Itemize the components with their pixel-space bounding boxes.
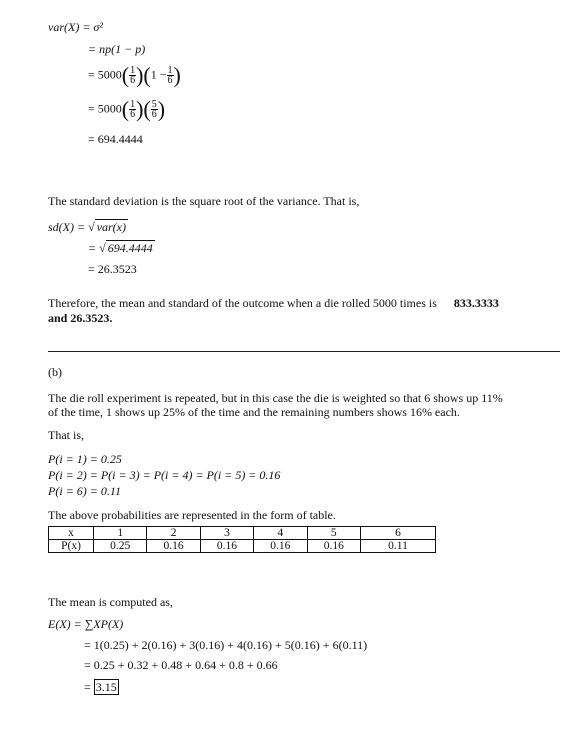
table-cell: 4 bbox=[254, 527, 307, 540]
table-cell: 2 bbox=[147, 527, 200, 540]
section-divider bbox=[48, 351, 560, 352]
fraction-1-6: $\frac{1}{6}$ bbox=[130, 65, 136, 86]
part-b-label: (b) bbox=[48, 365, 62, 379]
mean-intro: The mean is computed as, bbox=[48, 595, 173, 609]
table-cell: 3 bbox=[200, 527, 253, 540]
table-cell: 0.25 bbox=[94, 540, 147, 553]
table-cell: 6 bbox=[361, 527, 436, 540]
probability-1: P(i = 1) = 0.25 bbox=[48, 452, 122, 466]
variance-equation-lhs: var(X) = σ² bbox=[48, 20, 103, 34]
variance-step-1: = np(1 − p) bbox=[88, 42, 146, 56]
part-b-intro-1: The die roll experiment is repeated, but in this case the die is weighted so that 6 shows up 11% bbox=[48, 391, 503, 405]
mean-equation-lhs: E(X) = ∑XP(X) bbox=[48, 617, 124, 631]
mean-result-box: 3.15 bbox=[95, 680, 117, 694]
probability-2: P(i = 2) = P(i = 3) = P(i = 4) = P(i = 5) = 0.16 bbox=[48, 468, 281, 482]
mean-step-3: = 3.15 bbox=[84, 680, 117, 694]
table-cell: 5 bbox=[307, 527, 360, 540]
fraction-5-6: $\frac{5}{6}$ bbox=[151, 99, 157, 120]
sd-radicand-2: 694.4444 bbox=[107, 241, 153, 255]
table-row-x bbox=[49, 527, 436, 540]
fraction-1-6-c: $\frac{1}{6}$ bbox=[130, 99, 136, 120]
table-cell: 0.16 bbox=[254, 540, 307, 553]
variance-step-2-prefix: = 5000 bbox=[88, 67, 122, 82]
variance-step-3: = 5000( $\frac{1}{6}$ )( $\frac{5}{6}$ ) bbox=[88, 96, 166, 122]
variance-step-3-prefix: = 5000 bbox=[88, 101, 122, 116]
sd-step-1: = √ 694.4444 bbox=[88, 241, 153, 255]
sd-explanation: The standard deviation is the square root of the variance. That is, bbox=[48, 194, 360, 208]
table-row-p bbox=[49, 540, 436, 553]
table-cell: 1 bbox=[94, 527, 147, 540]
row-p-header: P(x) bbox=[49, 540, 94, 553]
conclusion-line-2: and 26.3523. bbox=[48, 311, 113, 325]
conclusion-line-1: Therefore, the mean and standard of the outcome when a die rolled 5000 times is 833.3333 bbox=[48, 296, 499, 310]
part-b-intro-2: of the time, 1 shows up 25% of the time and the remaining numbers shows 16% each. bbox=[48, 405, 460, 419]
sd-equation-lhs: sd(X) = √ var(x) bbox=[48, 220, 127, 234]
table-cell: 0.16 bbox=[307, 540, 360, 553]
table-cell: 0.11 bbox=[361, 540, 436, 553]
mean-step-1: = 1(0.25) + 2(0.16) + 3(0.16) + 4(0.16) + 5(0.16) + 6(0.11) bbox=[84, 638, 368, 652]
variance-step-2: = 5000( $\frac{1}{6}$ )(1 − $\frac{1}{6}$ ) bbox=[88, 62, 181, 88]
variance-step-2-mid: 1 − bbox=[150, 67, 167, 82]
probability-table bbox=[48, 526, 436, 553]
table-intro: The above probabilities are represented in the form of table. bbox=[48, 508, 336, 522]
mean-step-2: = 0.25 + 0.32 + 0.48 + 0.64 + 0.8 + 0.66 bbox=[84, 658, 278, 672]
sd-radicand: var(x) bbox=[96, 220, 127, 234]
probability-3: P(i = 6) = 0.11 bbox=[48, 484, 121, 498]
conclusion-mean: 833.3333 bbox=[453, 296, 499, 310]
table-cell: 0.16 bbox=[200, 540, 253, 553]
sd-result: = 26.3523 bbox=[88, 262, 137, 276]
that-is-label: That is, bbox=[48, 428, 84, 442]
fraction-1-6-b: $\frac{1}{6}$ bbox=[167, 65, 173, 86]
variance-result: = 694.4444 bbox=[88, 132, 143, 146]
row-x-header: x bbox=[49, 527, 94, 540]
table-cell: 0.16 bbox=[147, 540, 200, 553]
